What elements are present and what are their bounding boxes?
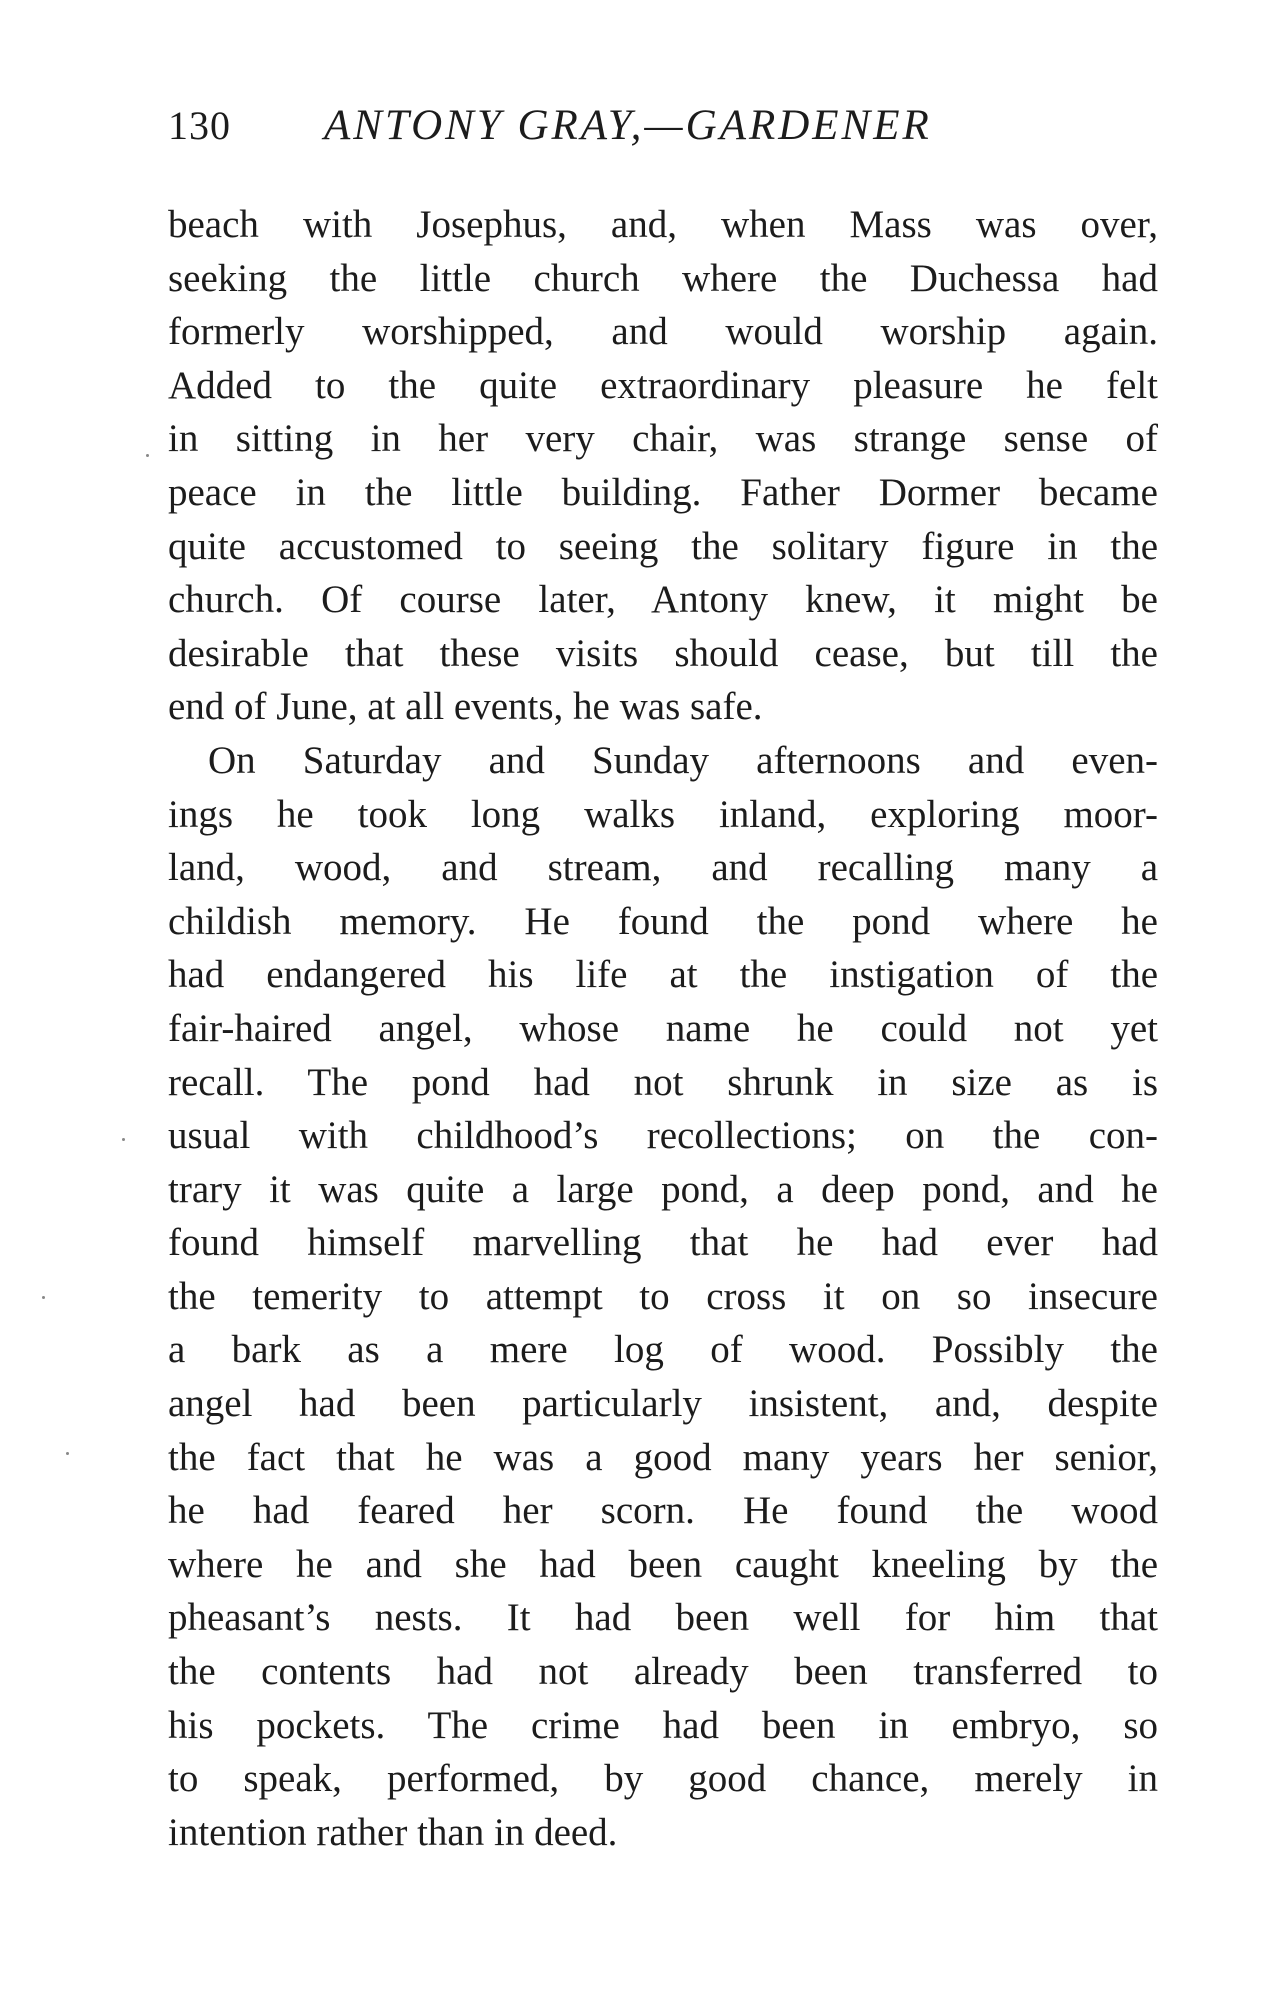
text-line: ings he took long walks inland, exploring moor- xyxy=(168,792,1158,836)
ink-speck xyxy=(122,1138,125,1141)
text-line: On Saturday and Sunday afternoons and even- xyxy=(208,738,1158,782)
text-line: in sitting in her very chair, was strange sense of xyxy=(168,417,1158,461)
text-line: angel had been particularly insistent, and, despite xyxy=(168,1382,1158,1426)
text-line: the contents had not already been transferred to xyxy=(168,1650,1158,1694)
ink-speck xyxy=(146,454,149,457)
text-line: his pockets. The crime had been in embryo, so xyxy=(168,1703,1158,1747)
running-title: ANTONY GRAY,—GARDENER xyxy=(324,102,932,149)
text-line: a bark as a mere log of wood. Possibly the xyxy=(168,1328,1158,1372)
text-line: desirable that these visits should cease, but till the xyxy=(168,631,1158,675)
text-line: recall. The pond had not shrunk in size as is xyxy=(168,1060,1158,1104)
text-line: found himself marvelling that he had ever had xyxy=(168,1221,1158,1265)
ink-speck xyxy=(66,1452,69,1455)
text-line: he had feared her scorn. He found the wood xyxy=(168,1489,1158,1533)
text-line: seeking the little church where the Duchessa had xyxy=(168,256,1158,300)
text-line: intention rather than in deed. xyxy=(168,1810,618,1854)
running-head xyxy=(168,96,1158,156)
text-line: trary it was quite a large pond, a deep pond, and he xyxy=(168,1167,1158,1211)
text-line: usual with childhood’s recollections; on the con- xyxy=(168,1114,1158,1158)
text-line: childish memory. He found the pond where he xyxy=(168,899,1158,943)
body-text xyxy=(168,198,1158,1859)
text-line: peace in the little building. Father Dormer became xyxy=(168,470,1158,514)
text-line: Added to the quite extraordinary pleasure he felt xyxy=(168,363,1158,407)
paragraph-1 xyxy=(168,198,1158,734)
text-line: the temerity to attempt to cross it on so insecure xyxy=(168,1274,1158,1318)
text-line: to speak, performed, by good chance, merely in xyxy=(168,1757,1158,1801)
ink-speck xyxy=(42,1296,45,1299)
page-number: 130 xyxy=(168,103,231,148)
text-line: end of June, at all events, he was safe. xyxy=(168,685,763,729)
text-line: fair-haired angel, whose name he could not yet xyxy=(168,1006,1158,1050)
text-line: had endangered his life at the instigation of the xyxy=(168,953,1158,997)
text-line: church. Of course later, Antony knew, it might be xyxy=(168,578,1158,622)
text-line: where he and she had been caught kneeling by the xyxy=(168,1542,1158,1586)
text-line: formerly worshipped, and would worship again. xyxy=(168,310,1158,354)
text-line: beach with Josephus, and, when Mass was over, xyxy=(168,203,1158,246)
paragraph-2 xyxy=(168,734,1158,1859)
text-line: pheasant’s nests. It had been well for him that xyxy=(168,1596,1158,1640)
text-line: land, wood, and stream, and recalling many a xyxy=(168,846,1158,890)
text-line: the fact that he was a good many years her senior, xyxy=(168,1435,1158,1479)
text-line: quite accustomed to seeing the solitary figure in the xyxy=(168,524,1158,568)
